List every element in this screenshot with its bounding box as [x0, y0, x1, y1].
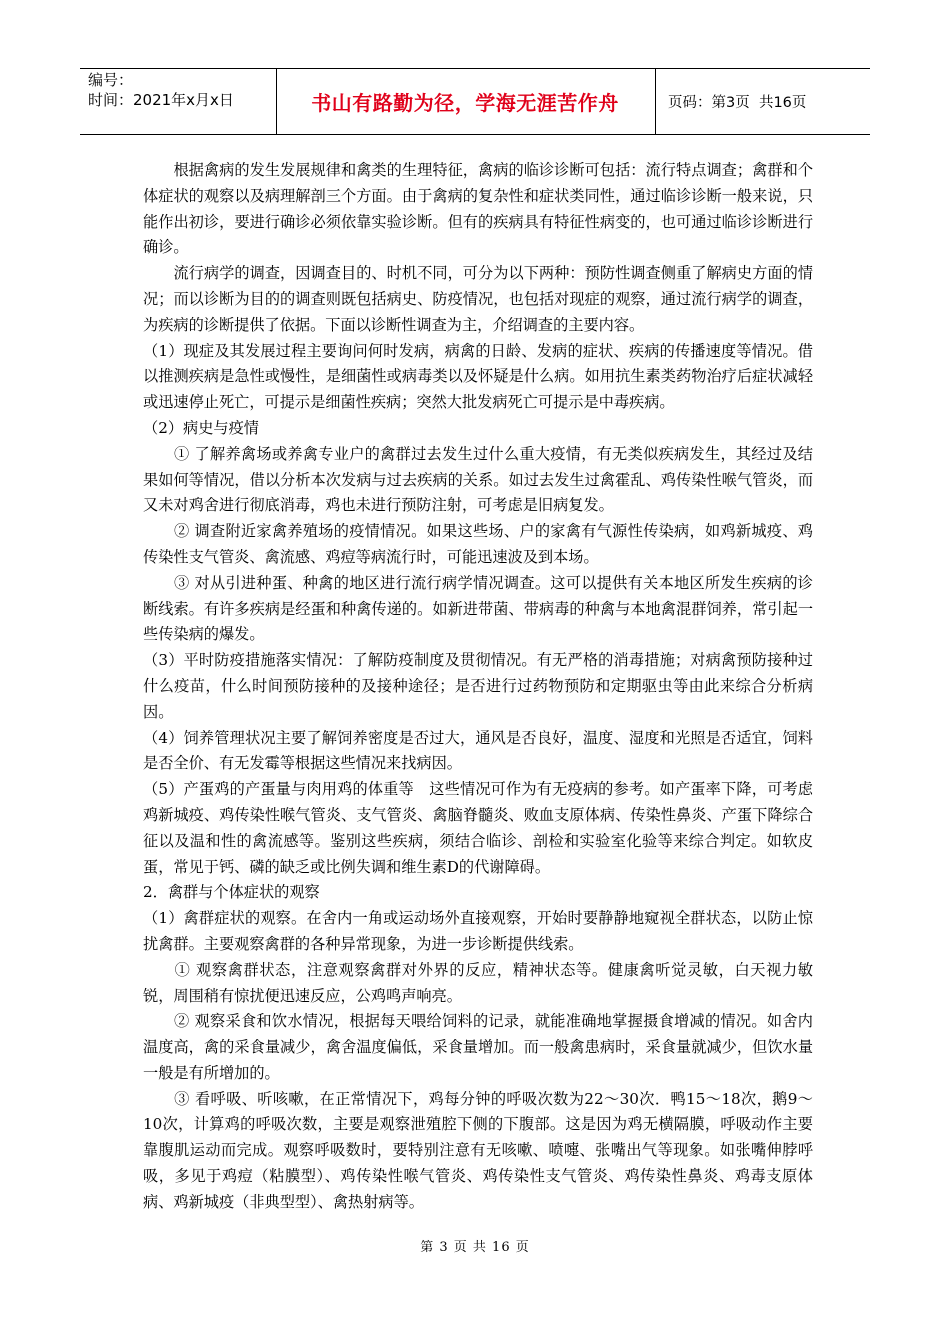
paragraph: ② 观察采食和饮水情况，根据每天喂给饲料的记录，就能准确地掌握摄食增减的情况。如舍内温度高，禽的采食量减少，禽舍温度偏低，采食量增加。而一般禽患病时，采食量就减少，但饮水量一般是有所增加的。	[143, 1012, 813, 1082]
paragraph: （5）产蛋鸡的产蛋量与肉用鸡的体重等 这些情况可作为有无疫病的参考。如产蛋率下降，可考虑鸡新城疫、鸡传染性喉气管炎、支气管炎、禽脑脊髓炎、败血支原体病、传染性鼻炎、产蛋下降综合征以及温和性的禽流感等。鉴别这些疾病，须结合临诊、剖检和实验室化验等来综合判定。如软皮蛋，常见于钙、磷的缺乏或比例失调和维生素D的代谢障碍。	[143, 780, 813, 876]
document-body	[143, 158, 813, 1216]
paragraph: 流行病学的调查，因调查目的、时机不同，可分为以下两种：预防性调查侧重了解病史方面的情况；而以诊断为目的的调查则既包括病史、防疫情况，也包括对现症的观察，通过流行病学的调查，为疾病的诊断提供了依据。下面以诊断性调查为主，介绍调查的主要内容。	[143, 264, 813, 334]
header-divider-right	[655, 68, 656, 134]
paragraph: 根据禽病的发生发展规律和禽类的生理特征，禽病的临诊诊断可包括：流行特点调查；禽群和个体症状的观察以及病理解剖三个方面。由于禽病的复杂性和症状类同性，通过临诊诊断一般来说，只能作出初诊，要进行确诊必须依靠实验诊断。但有的疾病具有特征性病变的，也可通过临诊诊断进行确诊。	[143, 161, 813, 257]
paragraph: （2）病史与疫情	[143, 418, 259, 437]
page-header	[80, 68, 870, 134]
section-heading: 2．禽群与个体症状的观察	[143, 883, 320, 902]
paragraph: （4）饲养管理状况主要了解饲养密度是否过大，通风是否良好，温度、湿度和光照是否适宜，饲料是否全价、有无发霉等根据这些情况来找病因。	[143, 728, 813, 773]
paragraph: （1）现症及其发展过程主要询问何时发病，病禽的日龄、发病的症状、疾病的传播速度等情况。借以推测疾病是急性或慢性，是细菌性或病毒类以及怀疑是什么病。如用抗生素类药物治疗后症状减轻或迅速停止死亡，可提示是细菌性疾病；突然大批发病死亡可提示是中毒疾病。	[143, 341, 813, 412]
document-number: 编号：	[88, 71, 134, 89]
page-footer: 第 3 页 共 16 页	[420, 1240, 530, 1255]
header-motto: 书山有路勤为径，学海无涯苦作舟	[311, 90, 619, 115]
paragraph: ① 了解养禽场或养禽专业户的禽群过去发生过什么重大疫情，有无类似疾病发生，其经过及结果如何等情况，借以分析本次发病与过去疾病的关系。如过去发生过禽霍乱、鸡传染性喉气管炎，而又未对鸡舍进行彻底消毒，鸡也未进行预防注射，可考虑是旧病复发。	[143, 444, 813, 515]
paragraph: ② 调查附近家禽养殖场的疫情情况。如果这些场、户的家禽有气源性传染病，如鸡新城疫、鸡传染性支气管炎、禽流感、鸡痘等病流行时，可能迅速波及到本场。	[143, 522, 813, 566]
paragraph: ① 观察禽群状态，注意观察禽群对外界的反应，精神状态等。健康禽听觉灵敏，白天视力敏锐，周围稍有惊扰便迅速反应，公鸡鸣声响亮。	[143, 960, 813, 1005]
header-meta	[88, 70, 234, 110]
paragraph: （3）平时防疫措施落实情况：了解防疫制度及贯彻情况。有无严格的消毒措施；对病禽预防接种过什么疫苗，什么时间预防接种的及接种途径；是否进行过药物预防和定期驱虫等由此来综合分析病因。	[143, 651, 813, 721]
paragraph: ③ 对从引进种蛋、种禽的地区进行流行病学情况调查。这可以提供有关本地区所发生疾病的诊断线索。有许多疾病是经蛋和种禽传递的。如新进带菌、带病毒的种禽与本地禽混群饲养，常引起一些传染病的爆发。	[143, 573, 813, 644]
header-page-number: 页码：第3页 共16页	[668, 94, 807, 111]
header-bottom-rule	[80, 134, 870, 135]
paragraph: ③ 看呼吸、听咳嗽，在正常情况下，鸡每分钟的呼吸次数为22～30次．鸭15～18次，鹅9～10次，计算鸡的呼吸次数，主要是观察泄殖腔下侧的下腹部。这是因为鸡无横隔膜，呼吸动作主要靠腹肌运动而完成。观察呼吸数时，要特别注意有无咳嗽、喷嚏、张嘴出气等现象。如张嘴伸脖呼吸，多见于鸡痘（粘膜型）、鸡传染性喉气管炎、鸡传染性支气管炎、鸡传染性鼻炎、鸡毒支原体病、鸡新城疫（非典型型）、禽热射病等。	[143, 1089, 813, 1211]
paragraph: （1）禽群症状的观察。在舍内一角或运动场外直接观察，开始时要静静地窥视全群状态，以防止惊扰禽群。主要观察禽群的各种异常现象，为进一步诊断提供线索。	[143, 909, 813, 953]
document-date: 时间：2021年x月x日	[88, 91, 234, 109]
